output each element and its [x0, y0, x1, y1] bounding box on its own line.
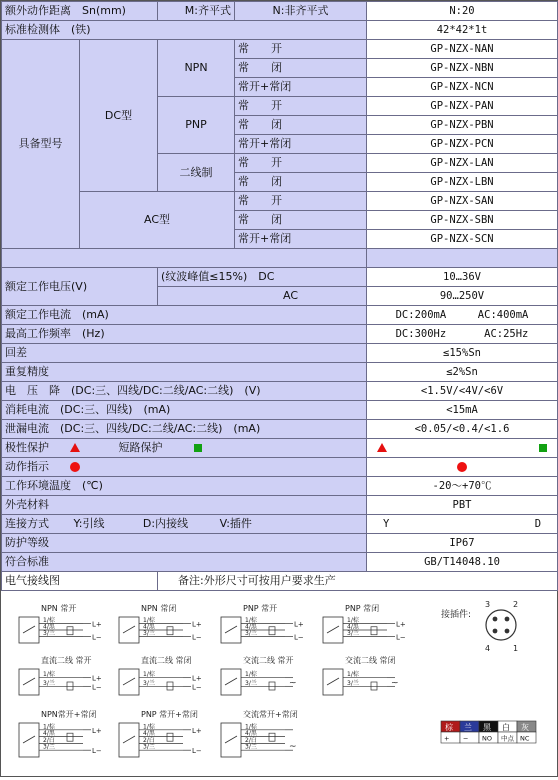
- wire-label: 3/兰: [143, 743, 155, 751]
- sn-value: N:20: [367, 2, 558, 21]
- voltage-ac-label: AC: [158, 287, 367, 306]
- wire-label: 4/黑: [245, 730, 257, 738]
- square-icon: [539, 444, 547, 452]
- connection-value: [367, 515, 558, 534]
- sensor-box: [19, 617, 39, 643]
- mode-no: 常 开: [235, 154, 367, 173]
- freq-value: [367, 325, 558, 344]
- wire-label: 4/黑: [143, 730, 155, 738]
- terminal-plus: L+: [396, 620, 406, 629]
- model-code: GP-NZX-PCN: [367, 135, 558, 154]
- led-indicator-icon: [70, 462, 80, 472]
- terminal-minus: L−: [92, 683, 102, 692]
- diagram-title: NPN 常闭: [141, 604, 177, 613]
- two-wire-label: 二线制: [158, 154, 235, 192]
- voltage-ripple-label: (纹波峰值≤15%) DC: [158, 268, 367, 287]
- conn-val-d: D: [534, 518, 542, 530]
- model-code: GP-NZX-LBN: [367, 173, 558, 192]
- diagram-title: NPN常开+常闭: [41, 710, 97, 719]
- ip-label: 防护等级: [2, 534, 367, 553]
- switch-symbol: [123, 678, 135, 685]
- model-code: GP-NZX-PAN: [367, 97, 558, 116]
- wire-label: 1/棕: [245, 617, 257, 624]
- terminal-minus: L−: [192, 633, 202, 642]
- model-code: GP-NZX-PBN: [367, 116, 558, 135]
- terminal-plus: L+: [92, 620, 102, 629]
- wire-label: 1/棕: [245, 671, 257, 679]
- sensor-box: [119, 617, 139, 643]
- sensor-box: [19, 669, 39, 695]
- sensor-box: [119, 669, 139, 695]
- load-symbol: [269, 733, 275, 741]
- sn-n-label: N:非齐平式: [235, 2, 367, 21]
- diagram-title: 直流二线 常闭: [141, 656, 192, 665]
- square-icon: [194, 444, 202, 452]
- conn-val-y: Y: [382, 518, 390, 530]
- temp-label: 工作环境温度 (℃): [2, 477, 367, 496]
- wire-label: 3/兰: [245, 679, 257, 687]
- wire-label: 3/兰: [347, 679, 359, 687]
- ac-symbol: ~: [289, 742, 297, 753]
- color-key-meaning: 中点: [501, 734, 514, 743]
- model-code: GP-NZX-SCN: [367, 230, 558, 249]
- terminal-plus: L+: [192, 726, 202, 735]
- sensor-box: [221, 723, 241, 757]
- polarity-label: 极性保护: [5, 441, 49, 454]
- spec-table: [1, 1, 558, 591]
- standard-value: GB/T14048.10: [367, 553, 558, 572]
- switch-symbol: [23, 626, 35, 633]
- ac-symbol: ~: [391, 678, 399, 689]
- short-label: 短路保护: [118, 441, 163, 454]
- conn-d-label: D:内接线: [142, 517, 189, 530]
- connector-pin: [505, 629, 510, 634]
- mode-nc: 常 闭: [235, 59, 367, 78]
- load-symbol: [167, 733, 173, 741]
- repeat-label: 重复精度: [2, 363, 367, 382]
- indicator-value: [367, 458, 558, 477]
- sensor-box: [221, 617, 241, 643]
- connector-label: 接插件:: [441, 610, 472, 620]
- model-code: GP-NZX-NCN: [367, 78, 558, 97]
- wire-label: 3/兰: [43, 743, 55, 751]
- mode-nonc: 常开+常闭: [235, 78, 367, 97]
- switch-symbol: [225, 678, 237, 685]
- terminal-plus: L+: [92, 674, 102, 683]
- color-key-meaning: +: [444, 734, 450, 743]
- drop-value: <1.5V/<4V/<6V: [367, 382, 558, 401]
- mode-nonc: 常开+常闭: [235, 230, 367, 249]
- model-code: GP-NZX-NAN: [367, 40, 558, 59]
- terminal-minus: L−: [396, 633, 406, 642]
- connection-label: 连接方式: [5, 517, 49, 530]
- wire-label: 1/棕: [43, 671, 55, 679]
- consumption-value: <15mA: [367, 401, 558, 420]
- led-indicator-icon: [457, 462, 467, 472]
- wire-label: 1/棕: [143, 617, 155, 624]
- switch-symbol: [123, 626, 135, 633]
- switch-symbol: [327, 626, 339, 633]
- hysteresis-label: 回差: [2, 344, 367, 363]
- mode-no: 常 开: [235, 97, 367, 116]
- shell-value: PBT: [367, 496, 558, 515]
- ac-symbol: ~: [289, 678, 297, 689]
- load-symbol: [269, 627, 275, 635]
- mode-no: 常 开: [235, 192, 367, 211]
- wire-label: 4/黑: [43, 730, 55, 738]
- diagram-title: 直流二线 常开: [41, 656, 92, 665]
- wire-label: 2/白: [143, 736, 155, 744]
- wire-label: 1/棕: [143, 671, 155, 679]
- leak-label: 泄漏电流 (DC:三、四线/DC:二线/AC:二线) (mA): [2, 420, 367, 439]
- diagram-title: NPN 常开: [41, 604, 77, 613]
- wire-label: 3/兰: [245, 743, 257, 751]
- wire-label: 3/兰: [43, 679, 55, 687]
- diagram-title: 交流二线 常开: [243, 656, 294, 665]
- protection-label: [2, 439, 367, 458]
- model-code: GP-NZX-SBN: [367, 211, 558, 230]
- diagram-title: 交流二线 常闭: [345, 656, 396, 665]
- indicator-label-cell: [2, 458, 367, 477]
- terminal-plus: L+: [192, 620, 202, 629]
- wire-label: 3/兰: [347, 630, 359, 637]
- indicator-label: 动作指示: [5, 460, 49, 473]
- connection-label-cell: [2, 515, 367, 534]
- wire-label: 3/兰: [143, 679, 155, 687]
- models-label: 具备型号: [2, 40, 80, 249]
- spacer-row: [2, 249, 367, 268]
- color-key-name: 灰: [521, 723, 529, 732]
- switch-symbol: [327, 678, 339, 685]
- temp-value: -20～+70℃: [367, 477, 558, 496]
- switch-symbol: [225, 736, 237, 743]
- wire-label: 1/棕: [347, 671, 359, 679]
- dc-type-label: DC型: [80, 40, 158, 192]
- color-key-meaning: NC: [520, 734, 530, 743]
- wiring-note: 备注:外形尺寸可按用户要求生产: [158, 572, 558, 591]
- terminal-minus: L−: [92, 633, 102, 642]
- pin-number: 2: [513, 600, 519, 609]
- switch-symbol: [123, 736, 135, 743]
- connector-pin: [505, 617, 510, 622]
- consumption-label: 消耗电流 (DC:三、四线) (mA): [2, 401, 367, 420]
- terminal-minus: L−: [192, 683, 202, 692]
- mode-no: 常 开: [235, 40, 367, 59]
- hysteresis-value: ≤15%Sn: [367, 344, 558, 363]
- load-symbol: [67, 733, 73, 741]
- sensor-box: [323, 669, 343, 695]
- current-value: [367, 306, 558, 325]
- conn-y-label: Y:引线: [73, 517, 105, 530]
- wire-label: 4/黑: [143, 623, 155, 631]
- wire-label: 2/白: [43, 736, 55, 744]
- switch-symbol: [23, 678, 35, 685]
- drop-label: 电 压 降 (DC:三、四线/DC:二线/AC:二线) (V): [2, 382, 367, 401]
- terminal-plus: L+: [92, 726, 102, 735]
- ip-value: IP67: [367, 534, 558, 553]
- wire-label: 2/白: [245, 736, 257, 744]
- target-value: 42*42*1t: [367, 21, 558, 40]
- mode-nc: 常 闭: [235, 116, 367, 135]
- freq-ac: AC:25Hz: [484, 328, 529, 340]
- target-label: 标准检测体 (铁): [2, 21, 367, 40]
- wire-label: 1/棕: [143, 723, 155, 731]
- model-code: GP-NZX-LAN: [367, 154, 558, 173]
- pin-number: 3: [485, 600, 491, 609]
- wire-label: 1/棕: [245, 723, 257, 731]
- wiring-title: 电气接线图: [2, 572, 158, 591]
- pin-number: 4: [485, 644, 491, 653]
- color-key-name: 兰: [464, 723, 472, 732]
- diagram-title: 交流常开+常闭: [243, 710, 298, 719]
- freq-label: 最高工作频率 (Hz): [2, 325, 367, 344]
- sensor-box: [323, 617, 343, 643]
- sn-label: 额外动作距离 Sn(mm): [2, 2, 158, 21]
- leak-value: <0.05/<0.4/<1.6: [367, 420, 558, 439]
- protection-value: [367, 439, 558, 458]
- mode-nonc: 常开+常闭: [235, 135, 367, 154]
- color-key-name: 棕: [445, 723, 453, 732]
- mode-nc: 常 闭: [235, 211, 367, 230]
- model-code: GP-NZX-NBN: [367, 59, 558, 78]
- connector-pin: [493, 629, 498, 634]
- load-symbol: [167, 627, 173, 635]
- terminal-minus: L−: [294, 633, 304, 642]
- current-ac: AC:400mA: [477, 309, 529, 321]
- pnp-label: PNP: [158, 97, 235, 154]
- sensor-box: [119, 723, 139, 757]
- terminal-minus: L−: [92, 747, 102, 756]
- load-symbol: [371, 627, 377, 635]
- sensor-box: [19, 723, 39, 757]
- diagram-title: PNP 常闭: [345, 604, 380, 613]
- wire-label: 1/棕: [347, 617, 359, 624]
- terminal-minus: L−: [192, 747, 202, 756]
- ac-type-label: AC型: [80, 192, 235, 249]
- color-key-name: 白: [502, 723, 510, 732]
- load-symbol: [67, 627, 73, 635]
- wire-label: 4/黑: [43, 623, 55, 631]
- color-key-meaning: NO: [482, 734, 492, 743]
- wire-label: 3/兰: [143, 630, 155, 637]
- repeat-value: ≤2%Sn: [367, 363, 558, 382]
- pin-number: 1: [513, 644, 519, 653]
- voltage-dc-value: 10…36V: [367, 268, 558, 287]
- connector-pin: [493, 617, 498, 622]
- shell-label: 外壳材料: [2, 496, 367, 515]
- switch-symbol: [23, 736, 35, 743]
- wiring-diagram-svg: [1, 593, 557, 776]
- sensor-box: [221, 669, 241, 695]
- triangle-icon: [70, 443, 80, 452]
- wire-label: 4/黑: [347, 623, 359, 631]
- sn-m-label: M:齐平式: [158, 2, 235, 21]
- mode-nc: 常 闭: [235, 173, 367, 192]
- connector-icon: [486, 610, 516, 640]
- voltage-ac-value: 90…250V: [367, 287, 558, 306]
- voltage-label: 额定工作电压(V): [2, 268, 158, 306]
- model-code: GP-NZX-SAN: [367, 192, 558, 211]
- wire-label: 3/兰: [43, 630, 55, 637]
- wire-label: 3/兰: [245, 630, 257, 637]
- wire-label: 4/黑: [245, 623, 257, 631]
- current-label: 额定工作电流 (mA): [2, 306, 367, 325]
- npn-label: NPN: [158, 40, 235, 97]
- diagram-title: PNP 常开: [243, 604, 278, 613]
- diagram-title: PNP 常开+常闭: [141, 710, 198, 719]
- terminal-plus: L+: [192, 674, 202, 683]
- freq-dc: DC:300Hz: [395, 328, 447, 340]
- current-dc: DC:200mA: [395, 309, 447, 321]
- color-key-name: 黑: [483, 723, 491, 732]
- switch-symbol: [225, 626, 237, 633]
- conn-v-label: V:插件: [219, 517, 252, 530]
- wiring-diagrams: [1, 593, 557, 776]
- standard-label: 符合标准: [2, 553, 367, 572]
- wire-label: 1/棕: [43, 723, 55, 731]
- color-key-meaning: −: [463, 734, 469, 743]
- spacer-row: [367, 249, 558, 268]
- terminal-plus: L+: [294, 620, 304, 629]
- triangle-icon: [377, 443, 387, 452]
- wire-label: 1/棕: [43, 617, 55, 624]
